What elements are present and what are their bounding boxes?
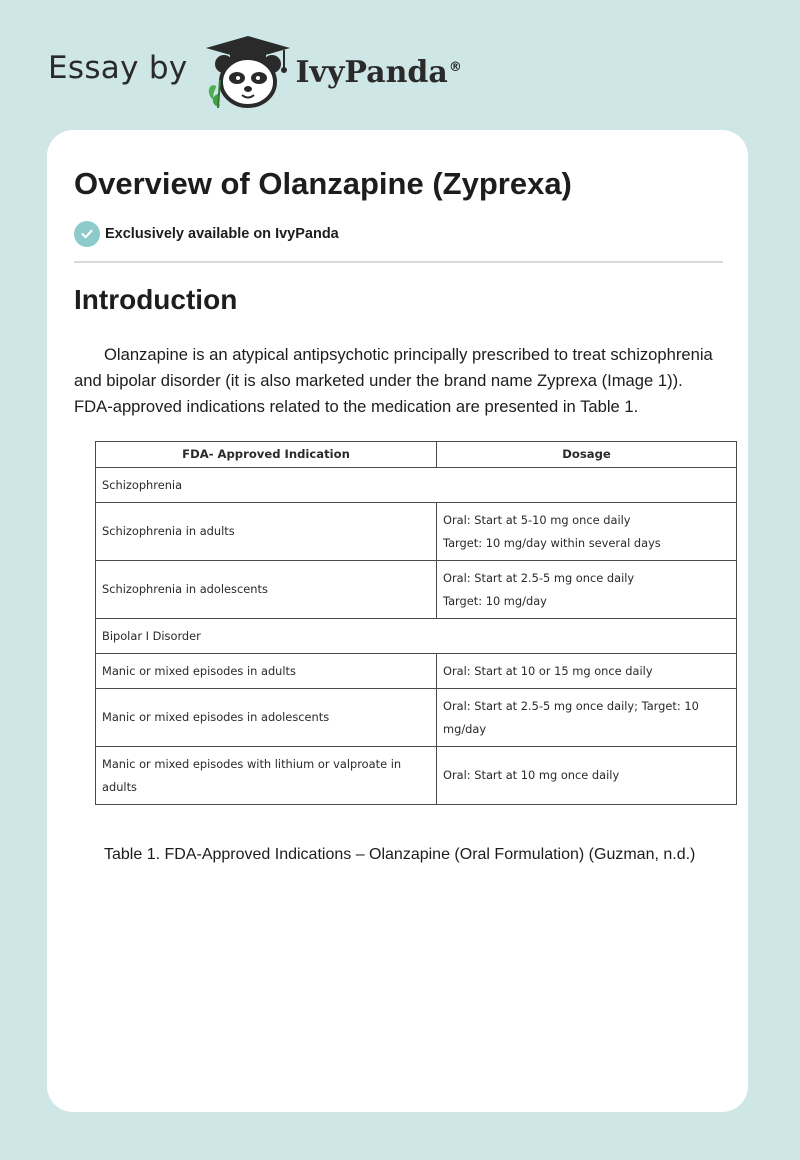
table-row — [96, 619, 737, 654]
check-circle-icon — [74, 221, 100, 247]
page-title: Overview of Olanzapine (Zyprexa) — [74, 166, 572, 201]
table-caption: Table 1. FDA-Approved Indications – Olanzapine (Oral Formulation) (Guzman, n.d.) — [104, 846, 696, 863]
section-heading-introduction: Introduction — [74, 284, 238, 315]
registered-mark: ® — [448, 59, 462, 75]
dosage-cell — [437, 747, 737, 805]
exclusive-badge — [74, 221, 339, 247]
table-row — [96, 654, 737, 689]
dosage-line: Oral: Start at 10 or 15 mg once daily — [443, 663, 653, 678]
dosage-line: Target: 10 mg/day within several days — [443, 535, 661, 550]
table-row — [96, 689, 737, 747]
dosage-cell — [437, 689, 737, 747]
dosage-cell — [437, 561, 737, 619]
indication-cell: Manic or mixed episodes in adults — [96, 654, 437, 689]
indication-cell: Manic or mixed episodes in adolescents — [96, 689, 437, 747]
dosage-line: Oral: Start at 2.5-5 mg once daily; Target: 10 mg/day — [443, 698, 699, 736]
brand-header[interactable] — [48, 34, 462, 110]
dosage-cell — [437, 654, 737, 689]
brand-name: IvyPanda® — [295, 54, 462, 90]
table-row — [96, 747, 737, 805]
dosage-line: Oral: Start at 10 mg once daily — [443, 768, 620, 782]
dosage-line: Target: 10 mg/day — [443, 593, 547, 608]
table-row — [96, 503, 737, 561]
category-cell-schizophrenia: Schizophrenia — [96, 468, 737, 503]
panda-graduate-icon — [202, 34, 294, 110]
header-dosage: Dosage — [437, 442, 737, 468]
dosage-cell — [437, 503, 737, 561]
fda-indications-table — [95, 441, 737, 805]
table-row — [96, 561, 737, 619]
intro-paragraph: Olanzapine is an atypical antipsychotic principally prescribed to treat schizophrenia and bipolar disorder (it is also marketed under the brand name Zyprexa (Image 1)). FDA-approved indications related to the medication are presented in Table 1. — [74, 345, 713, 416]
dosage-line: Oral: Start at 2.5-5 mg once daily — [443, 570, 635, 585]
header-indication: FDA- Approved Indication — [96, 442, 437, 468]
indication-cell: Manic or mixed episodes with lithium or valproate in adults — [96, 747, 437, 805]
essay-card — [47, 130, 748, 1112]
brand-prefix: Essay by — [48, 50, 188, 86]
table-row — [96, 468, 737, 503]
category-cell-bipolar: Bipolar I Disorder — [96, 619, 737, 654]
dosage-line: Oral: Start at 5-10 mg once daily — [443, 512, 631, 527]
checkmark-glyph — [80, 227, 94, 241]
exclusive-label: Exclusively available on IvyPanda — [105, 226, 339, 242]
indication-cell: Schizophrenia in adults — [96, 503, 437, 561]
indication-cell: Schizophrenia in adolescents — [96, 561, 437, 619]
title-divider — [74, 261, 723, 263]
table-header-row — [96, 442, 737, 468]
